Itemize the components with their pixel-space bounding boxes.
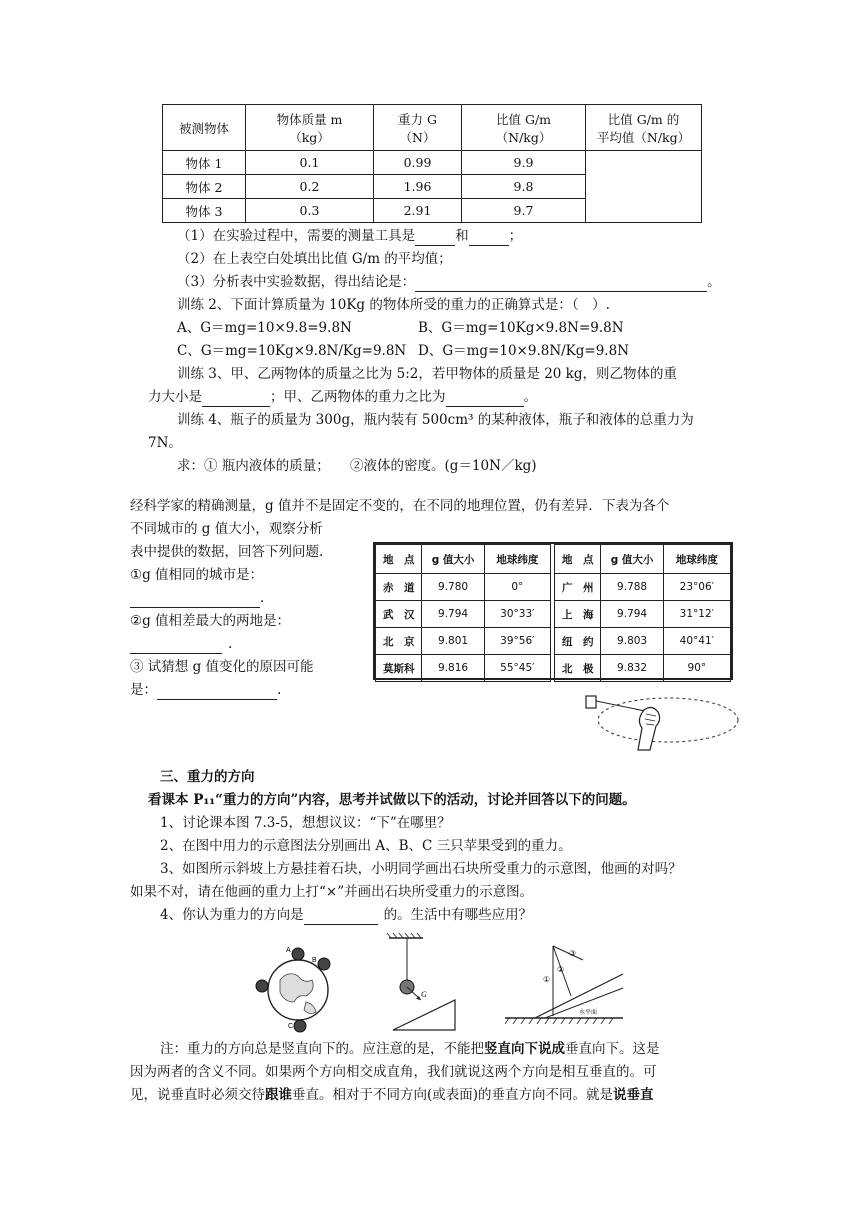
training4-line3: 求：① 瓶内液体的质量； ②液体的密度。(g＝10N／kg) bbox=[177, 458, 537, 474]
apple-side-icon bbox=[256, 980, 268, 992]
ceiling-hatch bbox=[387, 933, 421, 938]
cell-latitude: 30°33′ bbox=[484, 601, 550, 628]
label-1: ① bbox=[543, 975, 551, 984]
cell-ratio: 9.9 bbox=[462, 151, 586, 175]
question-text: 4、你认为重力的方向是 bbox=[160, 907, 304, 923]
section-item-4 bbox=[160, 905, 532, 925]
cell-mass: 0.3 bbox=[246, 199, 374, 223]
answer-blank[interactable] bbox=[469, 230, 509, 246]
answer-blank[interactable] bbox=[446, 391, 524, 407]
training3-line2 bbox=[148, 387, 537, 407]
cell-place: 广 州 bbox=[555, 574, 601, 601]
cell-latitude: 90° bbox=[663, 655, 730, 682]
header-text: 重力 G bbox=[398, 111, 437, 127]
table-row bbox=[163, 151, 702, 175]
table-row bbox=[376, 628, 551, 655]
question-text: （3）分析表中实验数据，得出结论是： bbox=[177, 274, 416, 290]
note-line-2: 因为两者的含义不同。如果两个方向相交成直角，我们就说这两个方向是相互垂直的。可 bbox=[130, 1064, 657, 1080]
option-d[interactable]: D、G＝mg=10×9.8N/Kg=9.8N bbox=[418, 343, 630, 359]
header-g: g 值大小 bbox=[422, 545, 484, 574]
option-a[interactable]: A、G＝mg=10×9.8=9.8N bbox=[177, 320, 352, 336]
note-text: 见，说垂直时必须交待 bbox=[130, 1087, 265, 1103]
cell-g: 9.780 bbox=[422, 574, 484, 601]
note-emphasis: 说垂直 bbox=[613, 1087, 654, 1103]
g-question-3: ③ 试猜想 g 值变化的原因可能 bbox=[130, 659, 314, 675]
header-place: 地 点 bbox=[376, 545, 422, 574]
note-text: 垂直。相对于不同方向(或表面)的垂直方向不同。就是 bbox=[292, 1087, 614, 1103]
header-unit: （N/kg） bbox=[495, 129, 552, 145]
training4-line2: 7N。 bbox=[148, 435, 182, 451]
note-line-1 bbox=[160, 1039, 660, 1059]
option-c[interactable]: C、G＝mg=10Kg×9.8N/Kg=9.8N bbox=[177, 343, 407, 359]
section-item-2: 2、在图中用力的示意图法分别画出 A、B、C 三只苹果受到的重力。 bbox=[160, 838, 572, 854]
header-g: g 值大小 bbox=[601, 545, 663, 574]
cell-place: 武 汉 bbox=[376, 601, 422, 628]
table-row bbox=[555, 574, 731, 601]
training2-stem: 训练 2、下面计算质量为 10Kg 的物体所受的重力的正确算式是：（ ）. bbox=[177, 297, 610, 313]
question-text: 。 bbox=[707, 274, 721, 290]
header-text: 比值 G/m 的 bbox=[607, 111, 680, 127]
cell-ratio: 9.8 bbox=[462, 175, 586, 199]
experiment-table bbox=[162, 104, 702, 223]
slope-arrows-figure bbox=[505, 938, 625, 1030]
g-answer-1 bbox=[130, 588, 264, 608]
section-item-1: 1、讨论课本图 7.3-5，想想议议：“下”在哪里？ bbox=[160, 815, 451, 831]
cell-latitude: 55°45′ bbox=[484, 655, 550, 682]
cell-gravity: 1.96 bbox=[374, 175, 462, 199]
label-2: ② bbox=[557, 965, 565, 974]
header-unit: 平均值（N/kg） bbox=[596, 129, 691, 145]
cell-mass: 0.2 bbox=[246, 175, 374, 199]
header-text: 比值 G/m bbox=[495, 111, 552, 127]
header-unit: （N） bbox=[399, 129, 436, 145]
cell-gravity: 2.91 bbox=[374, 199, 462, 223]
header-latitude: 地球纬度 bbox=[663, 545, 730, 574]
g-table-left bbox=[375, 544, 551, 682]
g-table-right bbox=[554, 544, 731, 682]
swung-object bbox=[586, 696, 596, 708]
answer-blank[interactable] bbox=[130, 638, 222, 654]
average-blank-cell[interactable] bbox=[586, 151, 702, 223]
answer-blank[interactable] bbox=[415, 276, 707, 292]
slope-shape bbox=[393, 1000, 455, 1030]
answer-blank[interactable] bbox=[202, 391, 270, 407]
question-text: ；甲、乙两物体的重力之比为 bbox=[270, 389, 446, 405]
cell-place: 莫斯科 bbox=[376, 655, 422, 682]
table-row bbox=[555, 628, 731, 655]
note-text: 注：重力的方向总是竖直向下的。应注意的是，不能把 bbox=[160, 1041, 484, 1057]
answer-blank[interactable] bbox=[130, 592, 260, 608]
question-text: ； bbox=[508, 228, 523, 244]
header-average bbox=[586, 105, 702, 151]
ground-label: 水平面 bbox=[579, 1009, 598, 1016]
cell-latitude: 23°06′ bbox=[663, 574, 730, 601]
table-row bbox=[555, 655, 731, 682]
question-text: 。 bbox=[523, 389, 537, 405]
header-text: 被测物体 bbox=[178, 120, 229, 136]
header-unit: （kg） bbox=[289, 129, 330, 145]
question-text: 是： bbox=[130, 682, 157, 698]
g-answer-3 bbox=[130, 680, 281, 700]
cell-latitude: 40°41′ bbox=[663, 628, 730, 655]
globe-apples-figure bbox=[248, 940, 348, 1036]
question-1 bbox=[177, 226, 522, 246]
section-intro: 看课本 P₁₁“重力的方向”内容，思考并试做以下的活动，讨论并回答以下的问题。 bbox=[148, 792, 636, 808]
question-2: （2）在上表空白处填出比值 G/m 的平均值； bbox=[177, 251, 452, 267]
training4-line1: 训练 4、瓶子的质量为 300g，瓶内装有 500cm³ 的某种液体，瓶子和液体的总重力为 bbox=[177, 412, 694, 428]
cell-g: 9.803 bbox=[601, 628, 663, 655]
header-gravity bbox=[374, 105, 462, 151]
answer-blank[interactable] bbox=[304, 909, 378, 925]
note-emphasis: 竖直向下说成 bbox=[484, 1041, 565, 1057]
cell-g: 9.801 bbox=[422, 628, 484, 655]
g-value-table bbox=[373, 542, 733, 680]
header-object bbox=[163, 105, 246, 151]
question-text: 的。生活中有哪些应用？ bbox=[383, 907, 533, 923]
note-line-3 bbox=[130, 1085, 654, 1105]
training3-line1: 训练 3、甲、乙两物体的质量之比为 5:2，若甲物体的质量是 20 kg，则乙物体的重 bbox=[177, 366, 677, 382]
cell-g: 9.832 bbox=[601, 655, 663, 682]
table-row bbox=[555, 601, 731, 628]
orbit-path bbox=[598, 698, 738, 742]
cell-latitude: 0° bbox=[484, 574, 550, 601]
section-title: 三、重力的方向 bbox=[160, 769, 255, 785]
cell-g: 9.816 bbox=[422, 655, 484, 682]
header-latitude: 地球纬度 bbox=[484, 545, 550, 574]
hand-icon bbox=[638, 707, 660, 750]
cell-gravity: 0.99 bbox=[374, 151, 462, 175]
cell-g: 9.788 bbox=[601, 574, 663, 601]
question-text: （1）在实验过程中，需要的测量工具是 bbox=[177, 228, 416, 244]
g-question-1: ①g 值相同的城市是： bbox=[130, 567, 264, 583]
g-question-2: ②g 值相差最大的两地是： bbox=[130, 613, 291, 629]
cell-g: 9.794 bbox=[601, 601, 663, 628]
gravity-label: G bbox=[421, 990, 427, 999]
apple-c-icon bbox=[294, 1020, 306, 1032]
section-item-3: 3、如图所示斜坡上方悬挂着石块，小明同学画出石块所受重力的示意图，他画的对吗？ bbox=[160, 861, 682, 877]
label-b: B bbox=[312, 957, 317, 964]
g-answer-2 bbox=[130, 634, 232, 654]
header-mass bbox=[246, 105, 374, 151]
cell-latitude: 39°56′ bbox=[484, 628, 550, 655]
header-place: 地 点 bbox=[555, 545, 601, 574]
table-row bbox=[376, 655, 551, 682]
header-ratio bbox=[462, 105, 586, 151]
question-3 bbox=[177, 272, 721, 292]
hand-swing-figure bbox=[580, 684, 740, 754]
cell-object: 物体 3 bbox=[163, 199, 246, 223]
cell-ratio: 9.7 bbox=[462, 199, 586, 223]
cell-place: 北 极 bbox=[555, 655, 601, 682]
label-a: A bbox=[286, 947, 291, 954]
table-row bbox=[376, 601, 551, 628]
g-intro-line3: 表中提供的数据，回答下列问题. bbox=[130, 544, 324, 560]
header-text: 物体质量 m bbox=[276, 111, 343, 127]
question-text: . bbox=[277, 682, 282, 698]
cell-place: 纽 约 bbox=[555, 628, 601, 655]
note-text: 垂直向下。这是 bbox=[565, 1041, 660, 1057]
apple-a-icon bbox=[292, 948, 304, 960]
question-text: 力大小是 bbox=[148, 389, 202, 405]
answer-blank[interactable] bbox=[415, 230, 455, 246]
cell-latitude: 31°12′ bbox=[663, 601, 730, 628]
table-row bbox=[376, 574, 551, 601]
label-3: ③ bbox=[569, 949, 577, 958]
cell-g: 9.794 bbox=[422, 601, 484, 628]
label-c: C bbox=[288, 1023, 294, 1030]
question-text: . bbox=[260, 590, 265, 606]
option-b[interactable]: B、G＝mg=10Kg×9.8N=9.8N bbox=[418, 320, 624, 336]
ground-hatch bbox=[505, 1018, 613, 1024]
answer-blank[interactable] bbox=[157, 684, 277, 700]
cell-mass: 0.1 bbox=[246, 151, 374, 175]
question-text: 和 bbox=[455, 228, 469, 244]
apple-b-icon bbox=[318, 958, 330, 970]
cell-place: 北 京 bbox=[376, 628, 422, 655]
g-intro-line2: 不同城市的 g 值大小，观察分析 bbox=[130, 521, 323, 537]
g-intro-line1: 经科学家的精确测量，g 值并不是固定不变的，在不同的地理位置，仍有差异．下表为各个 bbox=[130, 498, 670, 514]
cell-object: 物体 2 bbox=[163, 175, 246, 199]
cell-place: 赤 道 bbox=[376, 574, 422, 601]
hanging-stone-figure bbox=[385, 932, 465, 1032]
cell-place: 上 海 bbox=[555, 601, 601, 628]
section-item-3-cont: 如果不对，请在他画的重力上打“×”并画出石块所受重力的示意图。 bbox=[130, 884, 534, 900]
question-text: . bbox=[228, 636, 233, 652]
cell-object: 物体 1 bbox=[163, 151, 246, 175]
note-emphasis: 跟谁 bbox=[265, 1087, 292, 1103]
